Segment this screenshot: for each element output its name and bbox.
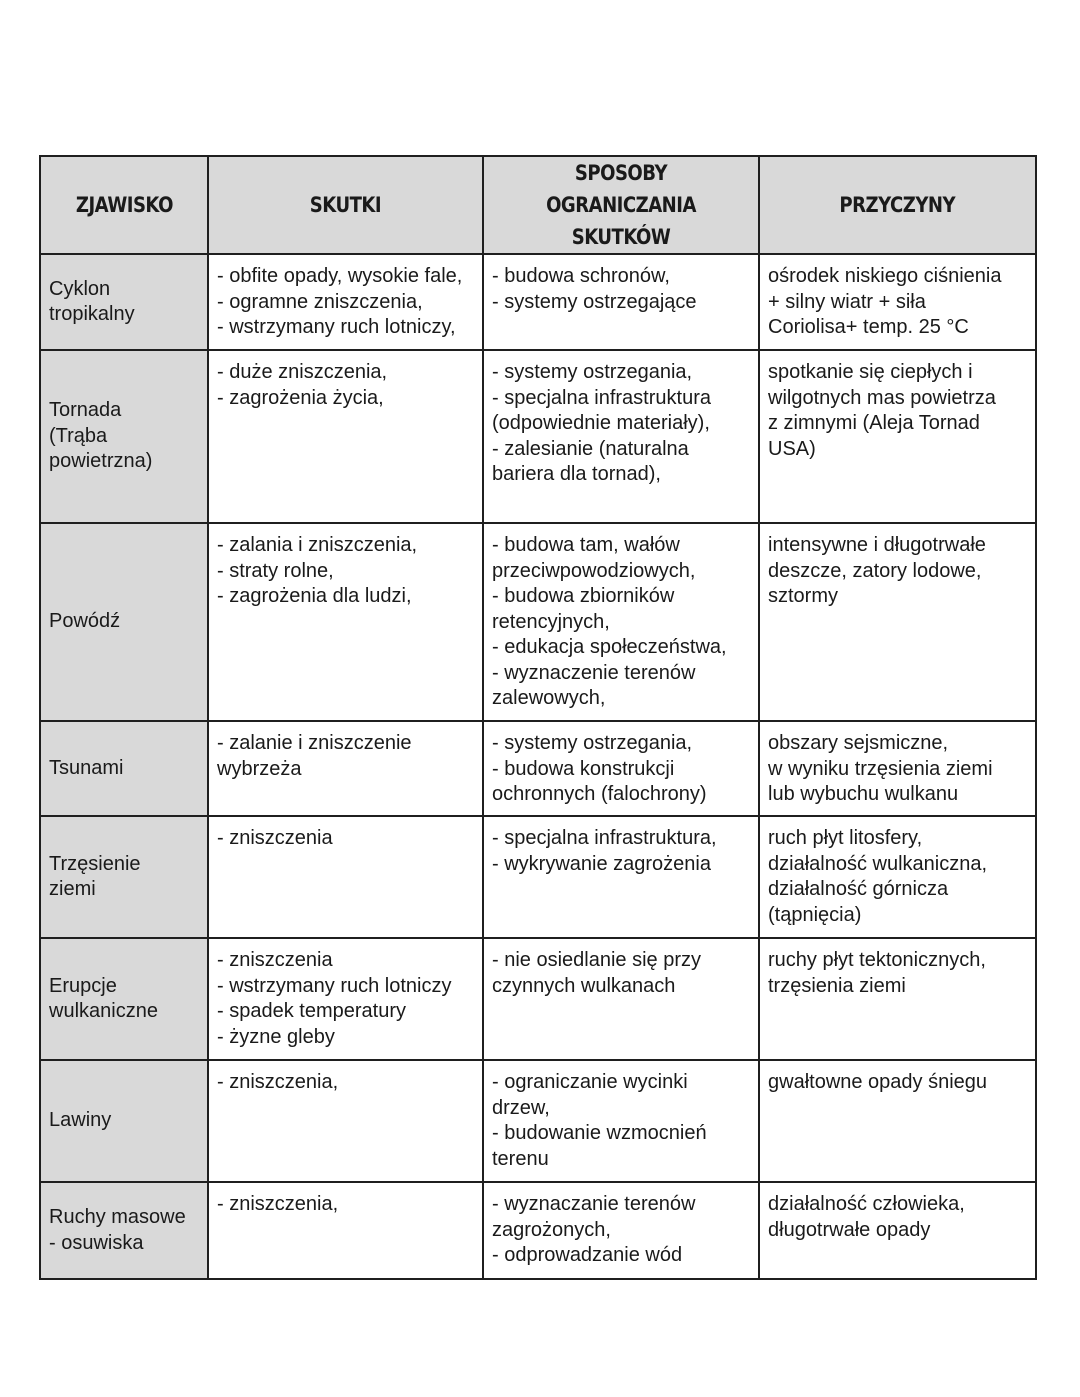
header-row (40, 156, 1036, 254)
effects-cell: - zalanie i zniszczenie wybrzeża (208, 721, 483, 816)
effects-cell: - zniszczenia, (208, 1182, 483, 1279)
phenomenon-cell: Ruchy masowe - osuwiska (40, 1182, 208, 1279)
mitigation-cell: - budowa tam, wałów przeciwpowodziowych, - budowa zbiorników retencyjnych, - edukacja społeczeństwa, - wyznaczenie terenów zalewowych, (483, 523, 759, 721)
table-row (40, 816, 1036, 938)
mitigation-cell: - budowa schronów, - systemy ostrzegające (483, 254, 759, 350)
mitigation-cell: - nie osiedlanie się przy czynnych wulkanach (483, 938, 759, 1060)
causes-cell: intensywne i długotrwałe deszcze, zatory lodowe, sztormy (759, 523, 1036, 721)
table-row (40, 721, 1036, 816)
effects-cell: - obfite opady, wysokie fale, - ogramne zniszczenia, - wstrzymany ruch lotniczy, (208, 254, 483, 350)
effects-cell: - zniszczenia (208, 816, 483, 938)
table-row (40, 523, 1036, 721)
header-mitigation: SPOSOBY OGRANICZANIA SKUTKÓW (483, 156, 759, 254)
phenomenon-cell: Cyklon tropikalny (40, 254, 208, 350)
causes-cell: spotkanie się ciepłych i wilgotnych mas powietrza z zimnymi (Aleja Tornad USA) (759, 350, 1036, 523)
header-phenomenon: ZJAWISKO (40, 156, 208, 254)
effects-cell: - duże zniszczenia, - zagrożenia życia, (208, 350, 483, 523)
table-row (40, 1182, 1036, 1279)
causes-cell: gwałtowne opady śniegu (759, 1060, 1036, 1182)
mitigation-cell: - systemy ostrzegania, - budowa konstrukcji ochronnych (falochrony) (483, 721, 759, 816)
causes-cell: działalność człowieka, długotrwałe opady (759, 1182, 1036, 1279)
causes-cell: ośrodek niskiego ciśnienia + silny wiatr + siła Coriolisa+ temp. 25 °C (759, 254, 1036, 350)
mitigation-cell: - specjalna infrastruktura, - wykrywanie zagrożenia (483, 816, 759, 938)
table-row (40, 350, 1036, 523)
table-row (40, 254, 1036, 350)
causes-cell: ruch płyt litosfery, działalność wulkaniczna, działalność górnicza (tąpnięcia) (759, 816, 1036, 938)
phenomenon-cell: Tornada (Trąba powietrzna) (40, 350, 208, 523)
table-row (40, 1060, 1036, 1182)
mitigation-cell: - wyznaczanie terenów zagrożonych, - odprowadzanie wód (483, 1182, 759, 1279)
mitigation-cell: - systemy ostrzegania, - specjalna infrastruktura (odpowiednie materiały), - zalesianie (naturalna bariera dla tornad), (483, 350, 759, 523)
mitigation-cell: - ograniczanie wycinki drzew, - budowanie wzmocnień terenu (483, 1060, 759, 1182)
phenomenon-cell: Lawiny (40, 1060, 208, 1182)
effects-cell: - zniszczenia - wstrzymany ruch lotniczy - spadek temperatury - żyzne gleby (208, 938, 483, 1060)
header-effects: SKUTKI (208, 156, 483, 254)
causes-cell: ruchy płyt tektonicznych, trzęsienia ziemi (759, 938, 1036, 1060)
causes-cell: obszary sejsmiczne, w wyniku trzęsienia ziemi lub wybuchu wulkanu (759, 721, 1036, 816)
phenomenon-cell: Powódź (40, 523, 208, 721)
natural-hazards-table (39, 155, 1037, 1280)
effects-cell: - zalania i zniszczenia, - straty rolne, - zagrożenia dla ludzi, (208, 523, 483, 721)
phenomenon-cell: Tsunami (40, 721, 208, 816)
phenomenon-cell: Erupcje wulkaniczne (40, 938, 208, 1060)
header-causes: PRZYCZYNY (759, 156, 1036, 254)
effects-cell: - zniszczenia, (208, 1060, 483, 1182)
phenomenon-cell: Trzęsienie ziemi (40, 816, 208, 938)
table-row (40, 938, 1036, 1060)
